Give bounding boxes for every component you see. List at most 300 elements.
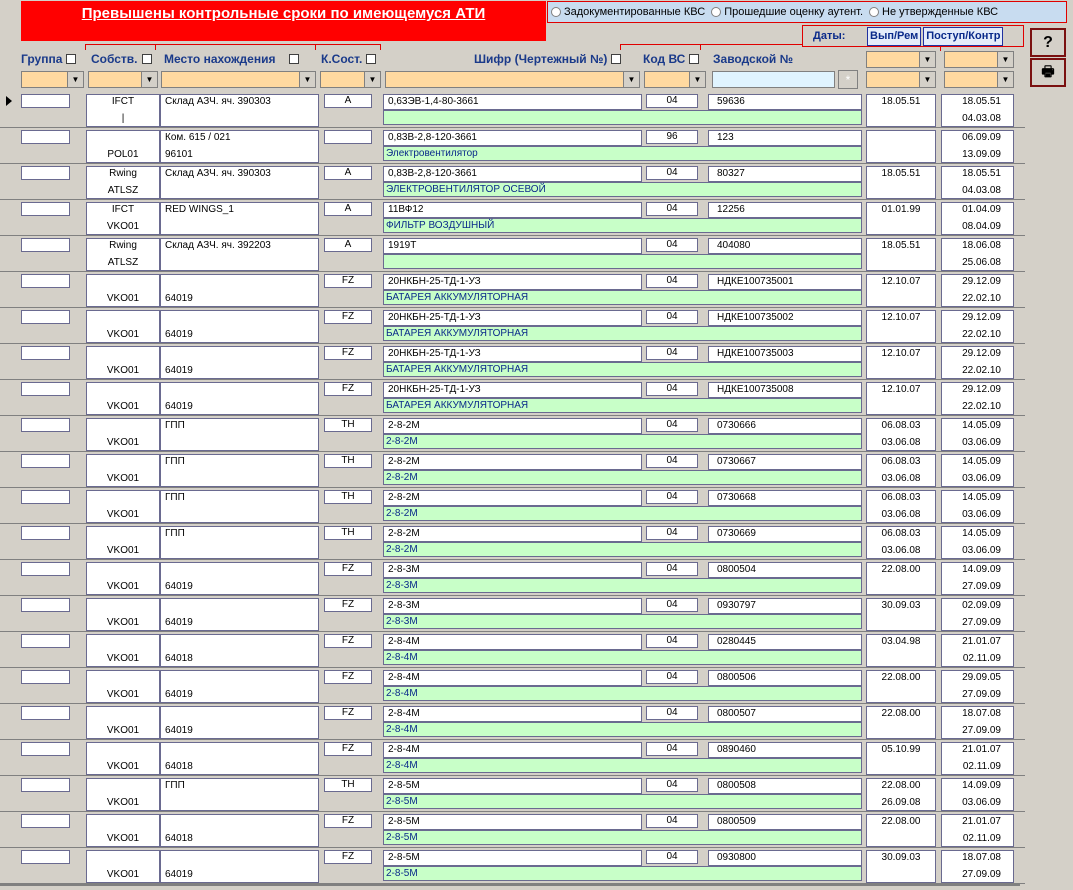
date2-cell[interactable] (941, 382, 1014, 415)
location-cell[interactable] (160, 346, 319, 379)
code-checkbox[interactable] (611, 54, 621, 64)
owner-cell[interactable] (86, 778, 160, 811)
chevron-down-icon[interactable]: ▼ (997, 52, 1013, 67)
location-cell[interactable] (160, 94, 319, 127)
date1-cell[interactable] (866, 526, 936, 559)
serial-value: НДКЕ100735003 (717, 348, 794, 359)
serial-cell[interactable] (708, 454, 862, 470)
date1-top: 18.05.51 (881, 96, 921, 107)
vs-cell[interactable] (646, 310, 698, 324)
vs-cell[interactable] (646, 670, 698, 684)
location-cell[interactable] (160, 202, 319, 235)
serial-cell[interactable] (708, 94, 862, 110)
code-cell[interactable] (383, 526, 642, 542)
date2-cell[interactable] (941, 94, 1014, 127)
group-cell[interactable] (21, 562, 70, 576)
code-cell[interactable] (383, 310, 642, 326)
vs-cell[interactable] (646, 94, 698, 108)
group-cell[interactable] (21, 526, 70, 540)
date2-bottom: 22.02.10 (962, 401, 1001, 412)
chevron-down-icon[interactable]: ▼ (141, 72, 157, 87)
location-cell[interactable] (160, 742, 319, 775)
code-cell[interactable] (383, 850, 642, 866)
group-cell[interactable] (21, 418, 70, 432)
group-cell[interactable] (21, 706, 70, 720)
owner-cell[interactable] (86, 130, 160, 163)
description-cell[interactable] (383, 506, 862, 521)
date1-cell[interactable] (866, 562, 936, 595)
location-cell[interactable] (160, 670, 319, 703)
vs-cell[interactable] (646, 778, 698, 792)
group-cell[interactable] (21, 274, 70, 288)
kstate-cell[interactable] (324, 202, 372, 216)
chevron-down-icon[interactable]: ▼ (919, 52, 935, 67)
kstate-cell[interactable] (324, 778, 372, 792)
location-cell[interactable] (160, 130, 319, 163)
group-cell[interactable] (21, 598, 70, 612)
date2-top: 18.05.51 (962, 168, 1001, 179)
table-row[interactable] (0, 164, 1025, 200)
code-cell[interactable] (383, 274, 642, 290)
location-cell[interactable] (160, 562, 319, 595)
location-cell[interactable] (160, 454, 319, 487)
date1-cell[interactable] (866, 382, 936, 415)
group-cell[interactable] (21, 778, 70, 792)
table-row[interactable] (0, 308, 1025, 344)
date1-cell[interactable] (866, 850, 936, 883)
description-cell[interactable] (383, 110, 862, 125)
table-row[interactable] (0, 848, 1025, 884)
kstate-cell[interactable] (324, 742, 372, 756)
kstate-cell[interactable] (324, 238, 372, 252)
description-cell[interactable] (383, 722, 862, 737)
owner-cell[interactable] (86, 94, 160, 127)
owner-cell[interactable] (86, 814, 160, 847)
location-cell[interactable] (160, 490, 319, 523)
table-row[interactable] (0, 128, 1025, 164)
kstate-value: FZ (341, 635, 355, 646)
group-filter-combo[interactable] (21, 71, 84, 88)
date1-cell[interactable] (866, 202, 936, 235)
chevron-down-icon[interactable]: ▼ (364, 72, 380, 87)
table-row[interactable] (0, 452, 1025, 488)
code-cell[interactable] (383, 382, 642, 398)
code-cell[interactable] (383, 562, 642, 578)
serial-cell[interactable] (708, 166, 862, 182)
location-line2: 64019 (165, 365, 193, 376)
location-cell[interactable] (160, 526, 319, 559)
vs-cell[interactable] (646, 418, 698, 432)
date2-cell[interactable] (941, 490, 1014, 523)
date1-cell[interactable] (866, 742, 936, 775)
description-cell[interactable] (383, 434, 862, 449)
table-row[interactable] (0, 632, 1025, 668)
description-cell[interactable] (383, 362, 862, 377)
owner-cell[interactable] (86, 382, 160, 415)
owner-cell[interactable] (86, 166, 160, 199)
chevron-down-icon[interactable]: ▼ (67, 72, 83, 87)
group-cell[interactable] (21, 490, 70, 504)
code-cell[interactable] (383, 598, 642, 614)
date1-cell[interactable] (866, 706, 936, 739)
date2-top: 21.01.07 (962, 816, 1001, 827)
table-row[interactable] (0, 92, 1025, 128)
vs-cell[interactable] (646, 742, 698, 756)
date1-bottom: 26.09.08 (881, 797, 921, 808)
vs-checkbox[interactable] (689, 54, 699, 64)
code-cell[interactable] (383, 130, 642, 146)
location-cell[interactable] (160, 418, 319, 451)
code-cell[interactable] (383, 670, 642, 686)
dates-arrival-control-button[interactable]: Поступ/Контр (923, 27, 1003, 46)
kstate-cell[interactable] (324, 382, 372, 396)
kstate-cell[interactable] (324, 94, 372, 108)
serial-cell[interactable] (708, 562, 862, 578)
vs-cell[interactable] (646, 562, 698, 576)
date2-cell[interactable] (941, 814, 1014, 847)
kstate-cell[interactable] (324, 814, 372, 828)
date1-cell[interactable] (866, 814, 936, 847)
serial-cell[interactable] (708, 274, 862, 290)
vs-cell[interactable] (646, 130, 698, 144)
date1-cell[interactable] (866, 94, 936, 127)
table-row[interactable] (0, 524, 1025, 560)
kstate-cell[interactable] (324, 706, 372, 720)
group-cell[interactable] (21, 202, 70, 216)
owner-cell[interactable] (86, 634, 160, 667)
serial-cell[interactable] (708, 742, 862, 758)
table-row[interactable] (0, 560, 1025, 596)
kstate-cell[interactable] (324, 310, 372, 324)
date2-cell[interactable] (941, 562, 1014, 595)
location-cell[interactable] (160, 814, 319, 847)
date1-cell[interactable] (866, 490, 936, 523)
description-cell[interactable] (383, 254, 862, 269)
date2-cell[interactable] (941, 454, 1014, 487)
vs-cell[interactable] (646, 274, 698, 288)
code-cell[interactable] (383, 346, 642, 362)
owner-cell[interactable] (86, 238, 160, 271)
date2-to-combo[interactable] (944, 71, 1014, 88)
radio-unapproved-kvs[interactable]: Не утвержденные КВС (869, 6, 998, 18)
chevron-down-icon[interactable]: ▼ (919, 72, 935, 87)
serial-cell[interactable] (708, 814, 862, 830)
description-cell[interactable] (383, 866, 862, 881)
kstate-cell[interactable] (324, 526, 372, 540)
serial-search-button[interactable]: * (838, 70, 858, 89)
date1-cell[interactable] (866, 238, 936, 271)
serial-cell[interactable] (708, 670, 862, 686)
date1-cell[interactable] (866, 130, 936, 163)
chevron-down-icon[interactable]: ▼ (299, 72, 315, 87)
code-value: 2-8-3М (388, 600, 420, 611)
date1-top: 12.10.07 (881, 312, 921, 323)
table-row[interactable] (0, 200, 1025, 236)
serial-cell[interactable] (708, 526, 862, 542)
vs-cell[interactable] (646, 238, 698, 252)
date2-cell[interactable] (941, 274, 1014, 307)
owner-cell[interactable] (86, 670, 160, 703)
serial-cell[interactable] (708, 202, 862, 218)
description-cell[interactable] (383, 650, 862, 665)
date1-cell[interactable] (866, 166, 936, 199)
date1-cell[interactable] (866, 346, 936, 379)
description-cell[interactable] (383, 182, 862, 197)
owner-checkbox[interactable] (142, 54, 152, 64)
code-cell[interactable] (383, 454, 642, 470)
kstate-cell[interactable] (324, 850, 372, 864)
code-cell[interactable] (383, 166, 642, 182)
description-cell[interactable] (383, 542, 862, 557)
table-row[interactable] (0, 380, 1025, 416)
location-cell[interactable] (160, 238, 319, 271)
vs-cell[interactable] (646, 598, 698, 612)
code-value: 2-8-5М (388, 816, 420, 827)
owner-cell[interactable] (86, 850, 160, 883)
date1-cell[interactable] (866, 418, 936, 451)
description-cell[interactable] (383, 326, 862, 341)
code-cell[interactable] (383, 778, 642, 794)
table-row[interactable] (0, 488, 1025, 524)
serial-cell[interactable] (708, 850, 862, 866)
vs-cell[interactable] (646, 346, 698, 360)
serial-cell[interactable] (708, 706, 862, 722)
date1-cell[interactable] (866, 454, 936, 487)
code-cell[interactable] (383, 490, 642, 506)
code-cell[interactable] (383, 202, 642, 218)
kstate-cell[interactable] (324, 634, 372, 648)
vs-cell[interactable] (646, 166, 698, 180)
location-cell[interactable] (160, 850, 319, 883)
radio-authenticated[interactable]: Прошедшие оценку аутент. (711, 6, 863, 18)
description-cell[interactable] (383, 218, 862, 233)
owner-filter-combo[interactable] (88, 71, 158, 88)
location-filter-combo[interactable] (161, 71, 316, 88)
date2-bottom: 27.09.09 (962, 725, 1001, 736)
print-button[interactable] (1030, 58, 1066, 87)
date2-cell[interactable] (941, 166, 1014, 199)
vs-cell[interactable] (646, 454, 698, 468)
date1-cell[interactable] (866, 598, 936, 631)
vs-cell[interactable] (646, 202, 698, 216)
table-row[interactable] (0, 776, 1025, 812)
date1-cell[interactable] (866, 634, 936, 667)
owner-line2: VKO01 (106, 653, 140, 664)
serial-cell[interactable] (708, 634, 862, 650)
chevron-down-icon[interactable]: ▼ (623, 72, 639, 87)
owner-cell[interactable] (86, 454, 160, 487)
group-cell[interactable] (21, 454, 70, 468)
kstate-cell[interactable] (324, 562, 372, 576)
code-cell[interactable] (383, 634, 642, 650)
date2-cell[interactable] (941, 130, 1014, 163)
date2-cell[interactable] (941, 202, 1014, 235)
code-value: 11ВФ12 (388, 204, 424, 215)
date1-cell[interactable] (866, 310, 936, 343)
vs-cell[interactable] (646, 526, 698, 540)
location-line2: 64019 (165, 401, 193, 412)
group-cell[interactable] (21, 130, 70, 144)
code-cell[interactable] (383, 742, 642, 758)
group-cell[interactable] (21, 94, 70, 108)
description-cell[interactable] (383, 758, 862, 773)
description-cell[interactable] (383, 398, 862, 413)
vs-value: 04 (666, 203, 678, 214)
serial-cell[interactable] (708, 598, 862, 614)
vs-filter-combo[interactable] (644, 71, 706, 88)
group-cell[interactable] (21, 814, 70, 828)
date1-to-combo[interactable] (866, 71, 936, 88)
kstate-cell[interactable] (324, 130, 372, 144)
code-cell[interactable] (383, 94, 642, 110)
owner-cell[interactable] (86, 706, 160, 739)
group-checkbox[interactable] (66, 54, 76, 64)
date1-from-combo[interactable] (866, 51, 936, 68)
date2-bottom: 03.06.09 (962, 545, 1001, 556)
kstate-cell[interactable] (324, 598, 372, 612)
date2-from-combo[interactable] (944, 51, 1014, 68)
code-cell[interactable] (383, 706, 642, 722)
table-row[interactable] (0, 740, 1025, 776)
vs-cell[interactable] (646, 382, 698, 396)
date2-cell[interactable] (941, 598, 1014, 631)
date1-cell[interactable] (866, 274, 936, 307)
group-cell[interactable] (21, 238, 70, 252)
table-row[interactable] (0, 812, 1025, 848)
kstate-cell[interactable] (324, 346, 372, 360)
serial-cell[interactable] (708, 490, 862, 506)
chevron-down-icon[interactable]: ▼ (689, 72, 705, 87)
kstate-cell[interactable] (324, 490, 372, 504)
group-cell[interactable] (21, 166, 70, 180)
question-icon: ? (1043, 33, 1053, 51)
owner-cell[interactable] (86, 346, 160, 379)
code-cell[interactable] (383, 418, 642, 434)
group-cell[interactable] (21, 382, 70, 396)
location-cell[interactable] (160, 382, 319, 415)
date2-cell[interactable] (941, 706, 1014, 739)
owner-cell[interactable] (86, 526, 160, 559)
group-cell[interactable] (21, 670, 70, 684)
serial-filter-input[interactable] (712, 71, 835, 88)
serial-cell[interactable] (708, 130, 862, 146)
help-button[interactable] (1030, 28, 1066, 57)
owner-cell[interactable] (86, 274, 160, 307)
description-cell[interactable] (383, 146, 862, 161)
table-row[interactable] (0, 596, 1025, 632)
owner-cell[interactable] (86, 418, 160, 451)
group-cell[interactable] (21, 634, 70, 648)
serial-cell[interactable] (708, 778, 862, 794)
kstate-cell[interactable] (324, 454, 372, 468)
kstate-cell[interactable] (324, 274, 372, 288)
serial-cell[interactable] (708, 382, 862, 398)
owner-cell[interactable] (86, 742, 160, 775)
description-cell[interactable] (383, 794, 862, 809)
description-cell[interactable] (383, 686, 862, 701)
date2-cell[interactable] (941, 526, 1014, 559)
group-cell[interactable] (21, 346, 70, 360)
table-row[interactable] (0, 272, 1025, 308)
group-cell[interactable] (21, 310, 70, 324)
table-row[interactable] (0, 236, 1025, 272)
owner-cell[interactable] (86, 562, 160, 595)
description-cell[interactable] (383, 470, 862, 485)
vs-cell[interactable] (646, 850, 698, 864)
vs-cell[interactable] (646, 814, 698, 828)
date2-cell[interactable] (941, 850, 1014, 883)
date1-cell[interactable] (866, 670, 936, 703)
description-cell[interactable] (383, 830, 862, 845)
date2-cell[interactable] (941, 670, 1014, 703)
owner-cell[interactable] (86, 490, 160, 523)
radio-documented-kvs[interactable]: Задокументированные КВС (551, 6, 705, 18)
kstate-checkbox[interactable] (366, 54, 376, 64)
table-row[interactable] (0, 416, 1025, 452)
date1-cell[interactable] (866, 778, 936, 811)
serial-cell[interactable] (708, 238, 862, 254)
location-cell[interactable] (160, 706, 319, 739)
group-cell[interactable] (21, 742, 70, 756)
dates-release-repair-button[interactable]: Вып/Рем (867, 27, 921, 46)
location-cell[interactable] (160, 166, 319, 199)
location-cell[interactable] (160, 598, 319, 631)
description-cell[interactable] (383, 290, 862, 305)
table-row[interactable] (0, 668, 1025, 704)
description-value: БАТАРЕЯ АККУМУЛЯТОРНАЯ (386, 292, 529, 303)
date2-cell[interactable] (941, 778, 1014, 811)
owner-cell[interactable] (86, 310, 160, 343)
kstate-cell[interactable] (324, 166, 372, 180)
vs-cell[interactable] (646, 706, 698, 720)
location-cell[interactable] (160, 778, 319, 811)
date2-top: 29.09.05 (962, 672, 1001, 683)
date2-cell[interactable] (941, 238, 1014, 271)
code-cell[interactable] (383, 814, 642, 830)
code-cell[interactable] (383, 238, 642, 254)
date2-cell[interactable] (941, 742, 1014, 775)
date2-cell[interactable] (941, 418, 1014, 451)
kstate-cell[interactable] (324, 670, 372, 684)
date2-cell[interactable] (941, 310, 1014, 343)
serial-cell[interactable] (708, 418, 862, 434)
owner-cell[interactable] (86, 202, 160, 235)
date2-bottom: 27.09.09 (962, 869, 1001, 880)
chevron-down-icon[interactable]: ▼ (997, 72, 1013, 87)
vs-cell[interactable] (646, 490, 698, 504)
location-cell[interactable] (160, 310, 319, 343)
code-filter-combo[interactable] (385, 71, 640, 88)
kstate-cell[interactable] (324, 418, 372, 432)
location-cell[interactable] (160, 634, 319, 667)
description-cell[interactable] (383, 578, 862, 593)
owner-line2: ATLSZ (107, 257, 139, 268)
table-row[interactable] (0, 704, 1025, 740)
date2-cell[interactable] (941, 634, 1014, 667)
group-cell[interactable] (21, 850, 70, 864)
serial-cell[interactable] (708, 310, 862, 326)
table-row[interactable] (0, 344, 1025, 380)
location-cell[interactable] (160, 274, 319, 307)
vs-cell[interactable] (646, 634, 698, 648)
kstate-filter-combo[interactable] (320, 71, 381, 88)
date2-bottom: 03.06.09 (962, 509, 1001, 520)
description-cell[interactable] (383, 614, 862, 629)
owner-cell[interactable] (86, 598, 160, 631)
date2-cell[interactable] (941, 346, 1014, 379)
serial-cell[interactable] (708, 346, 862, 362)
location-checkbox[interactable] (289, 54, 299, 64)
